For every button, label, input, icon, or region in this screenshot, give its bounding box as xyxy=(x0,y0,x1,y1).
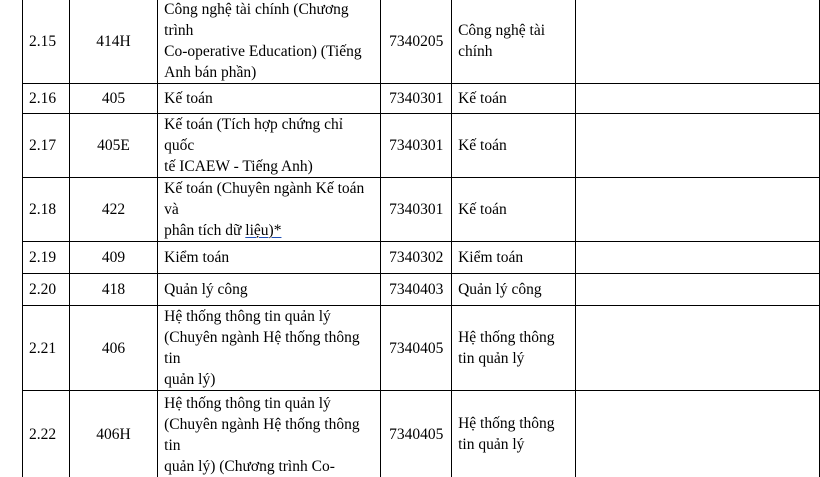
program-name: Công nghệ tài chính (Chương trình Co-operative Education) (Tiếng Anh bán phần) xyxy=(158,0,381,84)
empty-cell xyxy=(576,84,820,114)
empty-cell xyxy=(576,391,820,477)
major-code: 7340302 xyxy=(381,242,452,274)
admission-code: 422 xyxy=(69,178,157,242)
row-index: 2.18 xyxy=(23,178,70,242)
admission-code: 405E xyxy=(69,114,157,178)
admission-code: 406H xyxy=(69,391,157,477)
row-index: 2.20 xyxy=(23,274,70,306)
major-name: Hệ thống thông tin quản lý xyxy=(452,306,576,391)
major-code: 7340405 xyxy=(381,306,452,391)
row-index: 2.17 xyxy=(23,114,70,178)
empty-cell xyxy=(576,178,820,242)
major-name: Kế toán xyxy=(452,178,576,242)
major-name: Công nghệ tài chính xyxy=(452,0,576,84)
table-row xyxy=(23,274,820,306)
row-index: 2.15 xyxy=(23,0,70,84)
row-index: 2.21 xyxy=(23,306,70,391)
empty-cell xyxy=(576,242,820,274)
empty-cell xyxy=(576,114,820,178)
program-name: Kiểm toán xyxy=(158,242,381,274)
program-name: Hệ thống thông tin quản lý (Chuyên ngành Hệ thống thông tin quản lý) xyxy=(158,306,381,391)
program-name: Hệ thống thông tin quản lý (Chuyên ngành Hệ thống thông tin quản lý) (Chương trình Co- xyxy=(158,391,381,477)
table-row xyxy=(23,178,820,242)
empty-cell xyxy=(576,306,820,391)
table-row xyxy=(23,242,820,274)
empty-cell xyxy=(576,274,820,306)
empty-cell xyxy=(576,0,820,84)
admission-code: 418 xyxy=(69,274,157,306)
admission-table-container xyxy=(22,0,820,477)
major-code: 7340301 xyxy=(381,84,452,114)
major-name: Kế toán xyxy=(452,114,576,178)
table-row xyxy=(23,306,820,391)
table-row xyxy=(23,84,820,114)
table-row xyxy=(23,0,820,84)
program-name: Quản lý công xyxy=(158,274,381,306)
program-name: Kế toán (Chuyên ngành Kế toán và phân tích dữ liệu)* xyxy=(158,178,381,242)
major-name: Kiểm toán xyxy=(452,242,576,274)
admission-code: 405 xyxy=(69,84,157,114)
admission-code: 409 xyxy=(69,242,157,274)
major-code: 7340205 xyxy=(381,0,452,84)
row-index: 2.19 xyxy=(23,242,70,274)
major-code: 7340403 xyxy=(381,274,452,306)
major-code: 7340301 xyxy=(381,114,452,178)
major-name: Hệ thống thông tin quản lý xyxy=(452,391,576,477)
admission-code: 406 xyxy=(69,306,157,391)
table-row xyxy=(23,114,820,178)
major-code: 7340301 xyxy=(381,178,452,242)
row-index: 2.22 xyxy=(23,391,70,477)
admission-code: 414H xyxy=(69,0,157,84)
major-code: 7340405 xyxy=(381,391,452,477)
row-index: 2.16 xyxy=(23,84,70,114)
major-name: Kế toán xyxy=(452,84,576,114)
underlined-text: liệu)* xyxy=(245,222,281,239)
major-name: Quản lý công xyxy=(452,274,576,306)
admission-table xyxy=(22,0,820,477)
program-name: Kế toán (Tích hợp chứng chỉ quốc tế ICAEW - Tiếng Anh) xyxy=(158,114,381,178)
table-row xyxy=(23,391,820,477)
program-name: Kế toán xyxy=(158,84,381,114)
